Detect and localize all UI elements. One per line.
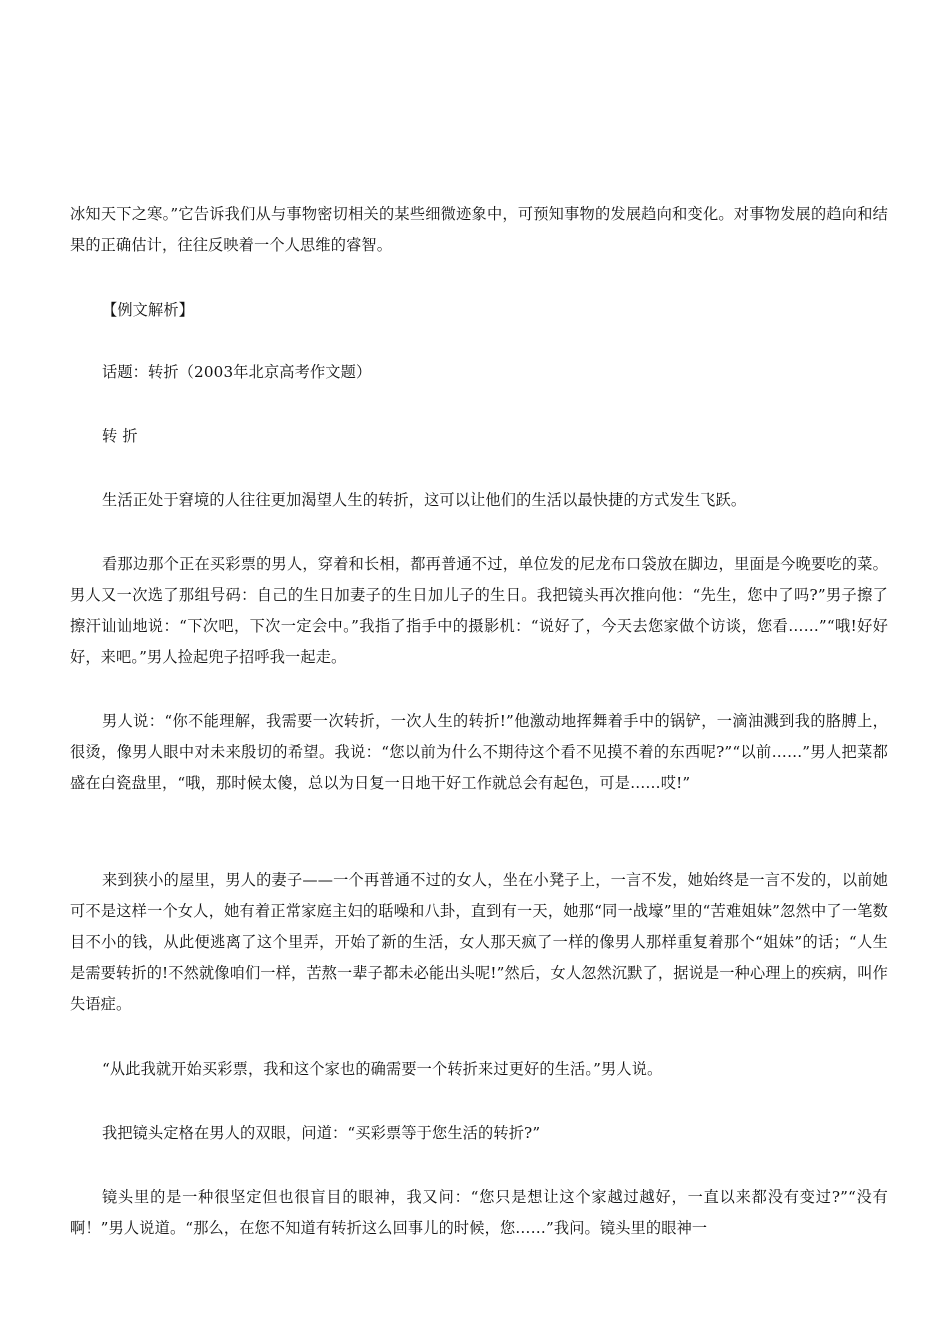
paragraph-wife: 来到狭小的屋里，男人的妻子——一个再普通不过的女人，坐在小凳子上，一言不发，她始终是一言不发的，以前她可不是这样一个女人，她有着正常家庭主妇的聒噪和八卦，直到有一天，她那“同一战壕”里的“苦难姐妹”忽然中了一笔数目不小的钱，从此便逃离了这个里弄，开始了新的生活，女人那天疯了一样的像男人那样重复着那个“姐妹”的话；“人生是需要转折的!不然就像咱们一样，苦熬一辈子都未必能出头呢!”然后，女人忽然沉默了，据说是一种心理上的疾病，叫作失语症。 xyxy=(70,871,888,1013)
paragraph-lottery-man: 看那边那个正在买彩票的男人，穿着和长相，都再普通不过，单位发的尼龙布口袋放在脚边，里面是今晚要吃的菜。男人又一次选了那组号码：自己的生日加妻子的生日加儿子的生日。我把镜头再次推向他：“先生，您中了吗?”男子擦了擦汗讪讪地说：“下次吧，下次一定会中。”我指了指手中的摄影机：“说好了，今天去您家做个访谈，您看……”“哦!好好好，来吧。”男人捡起兜子招呼我一起走。 xyxy=(70,555,888,666)
essay-title: 转 折 xyxy=(102,427,138,445)
topic-line: 话题：转折（2003年北京高考作文题） xyxy=(102,363,372,381)
paragraph-opening: 生活正处于窘境的人往往更加渴望人生的转折，这可以让他们的生活以最快捷的方式发生飞跃。 xyxy=(102,491,747,509)
paragraph-gaze: 镜头里的是一种很坚定但也很盲目的眼神，我又问：“您只是想让这个家越过越好，一直以来都没有变过?”“没有啊！”男人说道。“那么，在您不知道有转折这么回事儿的时候，您……”我问。镜头里的眼神一 xyxy=(70,1188,888,1237)
paragraph-intro-continuation: 冰知天下之寒。”它告诉我们从与事物密切相关的某些细微迹象中，可预知事物的发展趋向和变化。对事物发展的趋向和结果的正确估计，往往反映着一个人思维的睿智。 xyxy=(70,205,888,254)
paragraph-since-then: “从此我就开始买彩票，我和这个家也的确需要一个转折来过更好的生活。”男人说。 xyxy=(102,1060,663,1078)
paragraph-camera-eyes: 我把镜头定格在男人的双眼，问道：“买彩票等于您生活的转折?” xyxy=(102,1124,541,1142)
paragraph-man-says: 男人说：“你不能理解，我需要一次转折，一次人生的转折!”他激动地挥舞着手中的锅铲，一滴油溅到我的胳膊上，很烫，像男人眼中对未来殷切的希望。我说：“您以前为什么不期待这个看不见摸不着的东西呢?”“以前……”男人把菜都盛在白瓷盘里，“哦，那时候太傻，总以为日复一日地干好工作就总会有起色，可是……哎!” xyxy=(70,712,888,792)
section-heading-example-analysis: 【例文解析】 xyxy=(102,301,195,319)
